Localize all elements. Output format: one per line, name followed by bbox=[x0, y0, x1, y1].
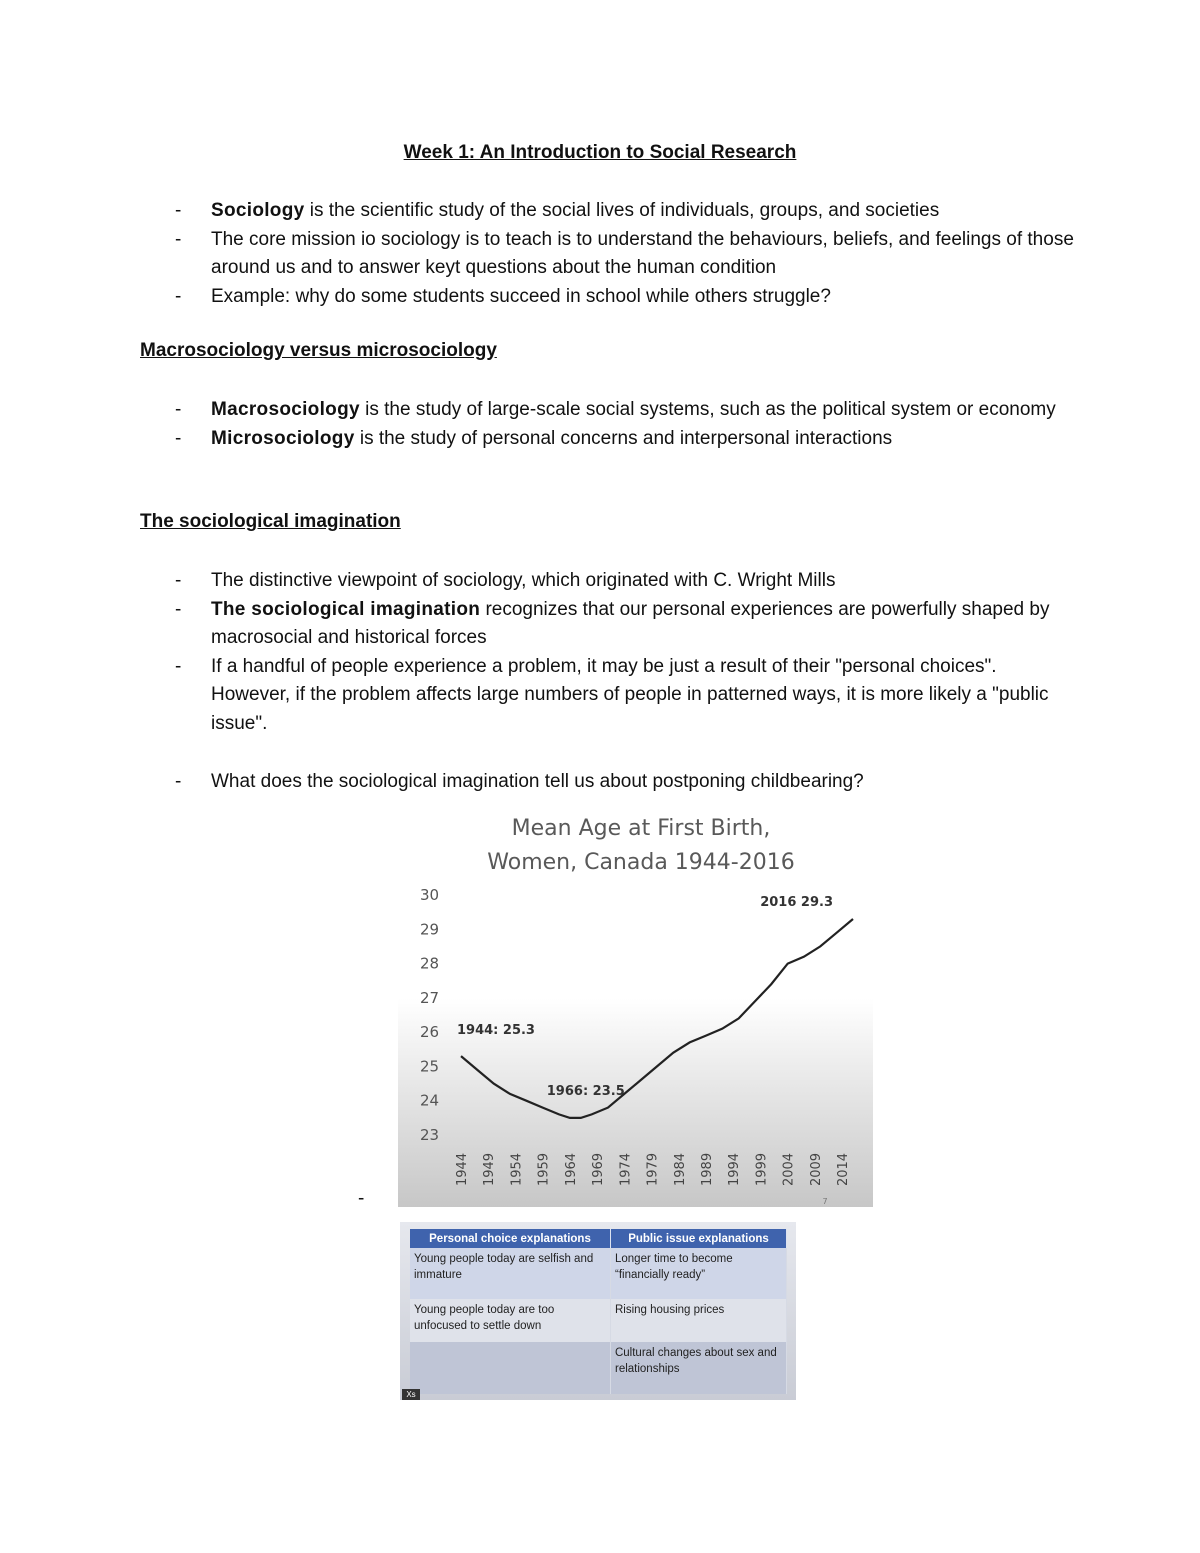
y-tick-label: 26 bbox=[420, 1023, 440, 1042]
x-tick-label: 2009 bbox=[808, 1152, 824, 1186]
x-tick-label: 2004 bbox=[781, 1152, 797, 1186]
bullet-text: recognizes that our personal experiences are powerfully shaped by macrosocial and historical forces bbox=[211, 598, 1050, 648]
bullet-item bbox=[140, 396, 1080, 425]
intro-bullet-list bbox=[140, 197, 1080, 311]
explanations-table bbox=[410, 1229, 787, 1394]
y-tick-label: 29 bbox=[420, 920, 440, 939]
x-tick-label: 1964 bbox=[563, 1152, 579, 1186]
table-header-public: Public issue explanations bbox=[610, 1229, 786, 1248]
imagination-heading: The sociological imagination bbox=[140, 511, 401, 532]
bold-term: Microsociology bbox=[211, 427, 355, 449]
table-cell: Rising housing prices bbox=[610, 1299, 786, 1342]
table-row bbox=[410, 1299, 787, 1342]
slide-number: 7 bbox=[822, 1197, 828, 1206]
bullet-dash: - bbox=[175, 228, 182, 250]
bullet-dash: - bbox=[175, 427, 182, 449]
imagination-section bbox=[140, 567, 1080, 738]
bullet-text: What does the sociological imagination tell us about postponing childbearing? bbox=[211, 771, 864, 792]
bullet-item bbox=[140, 283, 1080, 312]
page-title: Week 1: An Introduction to Social Research bbox=[403, 142, 797, 163]
annotation-label: 2016 29.3 bbox=[760, 895, 833, 910]
bullet-dash: - bbox=[175, 570, 182, 591]
y-tick-label: 27 bbox=[420, 988, 440, 1007]
x-tick-label: 2014 bbox=[836, 1152, 852, 1186]
question-section bbox=[140, 768, 1080, 797]
x-tick-label: 1949 bbox=[482, 1152, 498, 1186]
bullet-item bbox=[140, 425, 1080, 454]
y-tick-label: 30 bbox=[420, 886, 440, 904]
bullet-item bbox=[140, 653, 1080, 739]
annotation-label: 1944: 25.3 bbox=[457, 1023, 535, 1039]
x-tick-label: 1969 bbox=[591, 1152, 607, 1186]
corner-label: Xs bbox=[402, 1389, 420, 1400]
bullet-item bbox=[140, 596, 1080, 653]
y-tick-label: 24 bbox=[420, 1091, 440, 1110]
bullet-dash: - bbox=[175, 655, 182, 677]
mean-age-chart bbox=[398, 806, 873, 1207]
imagination-bullet-list bbox=[140, 567, 1080, 738]
explanations-table-image bbox=[400, 1222, 796, 1400]
x-tick-label: 1979 bbox=[645, 1152, 661, 1186]
x-tick-label: 1999 bbox=[754, 1152, 770, 1186]
x-tick-label: 1959 bbox=[536, 1152, 552, 1186]
bullet-text: is the scientific study of the social lives of individuals, groups, and societies bbox=[304, 200, 940, 221]
bullet-dash: - bbox=[175, 399, 182, 420]
bullet-text: The distinctive viewpoint of sociology, which originated with C. Wright Mills bbox=[211, 570, 836, 591]
chart-title-line1: Mean Age at First Birth, bbox=[511, 816, 771, 841]
bullet-dash: - bbox=[175, 285, 182, 307]
bullet-dash: - bbox=[175, 771, 182, 792]
x-tick-label: 1984 bbox=[672, 1152, 688, 1186]
table-header-row bbox=[410, 1229, 787, 1248]
x-axis-ticks bbox=[455, 1153, 851, 1186]
bullet-item bbox=[140, 197, 1080, 226]
bullet-dash: - bbox=[175, 200, 182, 221]
table-cell bbox=[410, 1342, 610, 1394]
x-tick-label: 1989 bbox=[700, 1152, 715, 1186]
x-tick-label: 1944 bbox=[455, 1152, 470, 1186]
bullet-text: is the study of large-scale social systems, such as the political system or economy bbox=[359, 399, 1056, 420]
table-cell: Young people today are too unfocused to settle down bbox=[410, 1299, 610, 1342]
bold-term: Sociology bbox=[211, 200, 305, 221]
bold-term: The sociological imagination bbox=[211, 598, 481, 620]
table-cell: Longer time to become “financially ready” bbox=[610, 1248, 786, 1299]
x-tick-label: 1994 bbox=[727, 1152, 743, 1186]
bold-term: Macrosociology bbox=[211, 399, 360, 420]
macro-bullet-list bbox=[140, 396, 1080, 453]
table-cell: Cultural changes about sex and relationships bbox=[610, 1342, 786, 1394]
bullet-item bbox=[140, 768, 1080, 797]
x-tick-label: 1974 bbox=[618, 1152, 634, 1186]
question-bullet-list bbox=[140, 768, 1080, 797]
y-tick-label: 23 bbox=[420, 1126, 440, 1144]
bullet-text: Example: why do some students succeed in school while others struggle? bbox=[211, 285, 831, 307]
bullet-text: If a handful of people experience a problem, it may be just a result of their "personal choices". However, if the problem affects large numbers of people in patterned ways, it is more likely a "public issue". bbox=[211, 655, 1049, 734]
bullet-text: is the study of personal concerns and interpersonal interactions bbox=[354, 427, 893, 449]
intro-section bbox=[140, 197, 1080, 311]
y-tick-label: 25 bbox=[420, 1057, 440, 1076]
x-tick-label: 1954 bbox=[509, 1152, 525, 1186]
mean-age-chart-image bbox=[398, 806, 873, 1207]
series-line bbox=[461, 919, 853, 1118]
annotation-label: 1966: 23.5 bbox=[546, 1083, 625, 1099]
macro-heading: Macrosociology versus microsociology bbox=[140, 340, 497, 361]
table-row bbox=[410, 1248, 787, 1299]
lone-bullet-dash: - bbox=[358, 1188, 365, 1209]
bullet-item bbox=[140, 567, 1080, 596]
y-tick-label: 28 bbox=[420, 954, 440, 973]
bullet-text: The core mission io sociology is to teach is to understand the behaviours, beliefs, and feelings of those around us and to answer keyt questions about the human condition bbox=[211, 228, 1074, 278]
chart-annotations bbox=[457, 895, 833, 1099]
chart-title-line2: Women, Canada 1944-2016 bbox=[487, 850, 795, 875]
macro-section bbox=[140, 396, 1080, 453]
bullet-dash: - bbox=[175, 598, 182, 620]
table-cell: Young people today are selfish and immature bbox=[410, 1248, 610, 1299]
table-header-personal: Personal choice explanations bbox=[410, 1229, 610, 1248]
bullet-item bbox=[140, 226, 1080, 283]
y-axis-ticks bbox=[420, 886, 439, 1144]
table-row bbox=[410, 1342, 787, 1394]
